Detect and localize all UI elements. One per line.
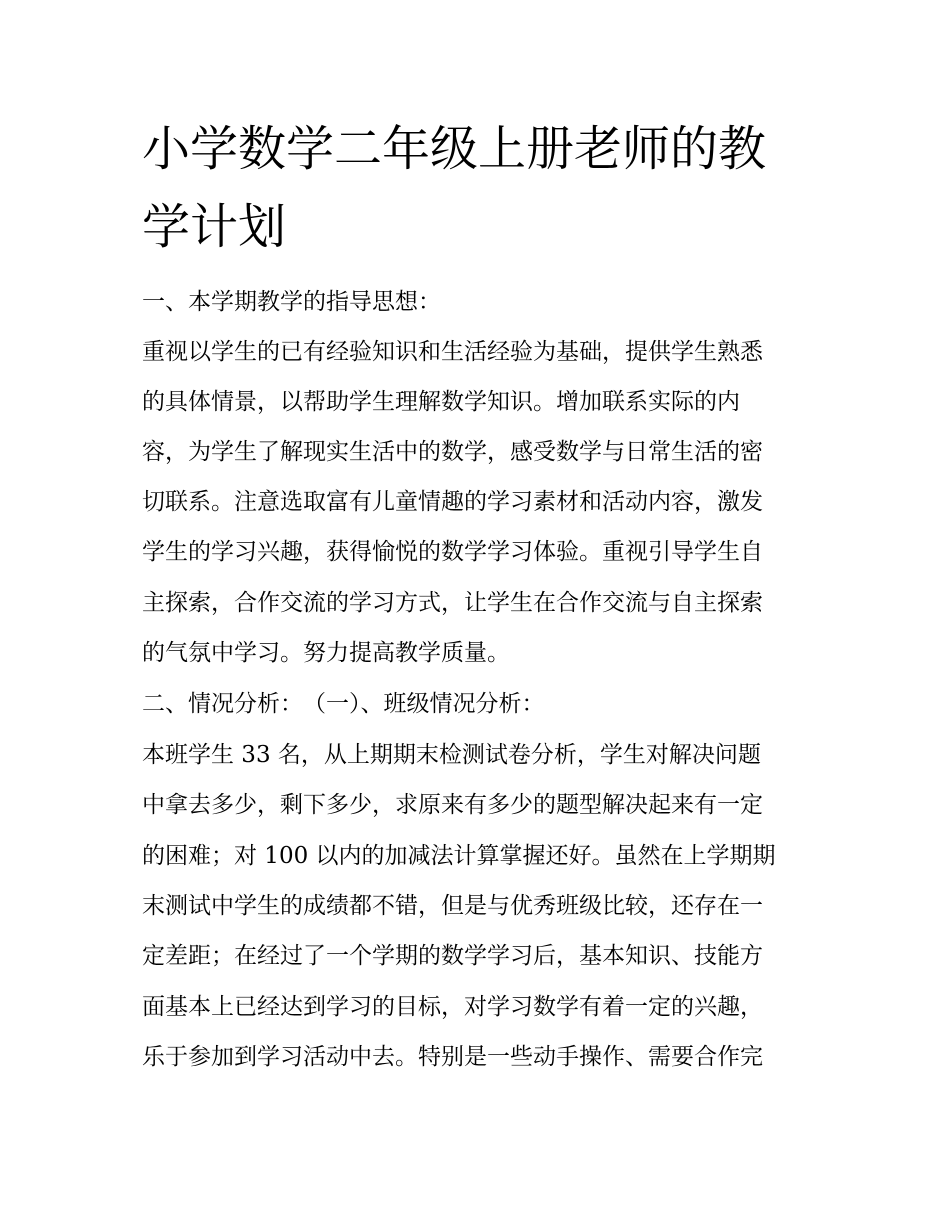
body-line: 重视以学生的已有经验知识和生活经验为基础，提供学生熟悉 — [142, 339, 763, 365]
body-line: 学生的学习兴趣，获得愉悦的数学学习体验。重视引导学生自 — [142, 539, 763, 565]
body-line: 的困难；对 100 以内的加减法计算掌握还好。虽然在上学期期 — [142, 843, 776, 869]
body-line: 末测试中学生的成绩都不错，但是与优秀班级比较，还存在一 — [142, 893, 763, 919]
body-line: 主探索，合作交流的学习方式，让学生在合作交流与自主探索 — [142, 590, 763, 616]
body-line: 面基本上已经达到学习的目标，对学习数学有着一定的兴趣， — [142, 994, 763, 1020]
body-line: 乐于参加到学习活动中去。特别是一些动手操作、需要合作完 — [142, 1044, 763, 1070]
body-line: 切联系。注意选取富有儿童情趣的学习素材和活动内容，激发 — [142, 489, 763, 515]
section-heading-guiding-ideas: 一、本学期教学的指导思想： — [142, 289, 441, 315]
document-title — [142, 110, 812, 266]
title-line: 小学数学二年级上册老师的教 — [142, 121, 767, 177]
body-line: 中拿去多少，剩下多少，求原来有多少的题型解决起来有一定 — [142, 792, 763, 818]
title-line: 学计划 — [142, 199, 287, 255]
body-line: 定差距；在经过了一个学期的数学学习后，基本知识、技能方 — [142, 943, 763, 969]
body-line: 本班学生 33 名，从上期期末检测试卷分析，学生对解决问题 — [142, 742, 761, 768]
section-heading-situation-analysis: 二、情况分析： （一）、班级情况分析： — [142, 691, 545, 717]
body-line: 容，为学生了解现实生活中的数学，感受数学与日常生活的密 — [142, 439, 763, 465]
body-line: 的气氛中学习。努力提高教学质量。 — [142, 640, 510, 666]
body-line: 的具体情景，以帮助学生理解数学知识。增加联系实际的内 — [142, 389, 740, 415]
